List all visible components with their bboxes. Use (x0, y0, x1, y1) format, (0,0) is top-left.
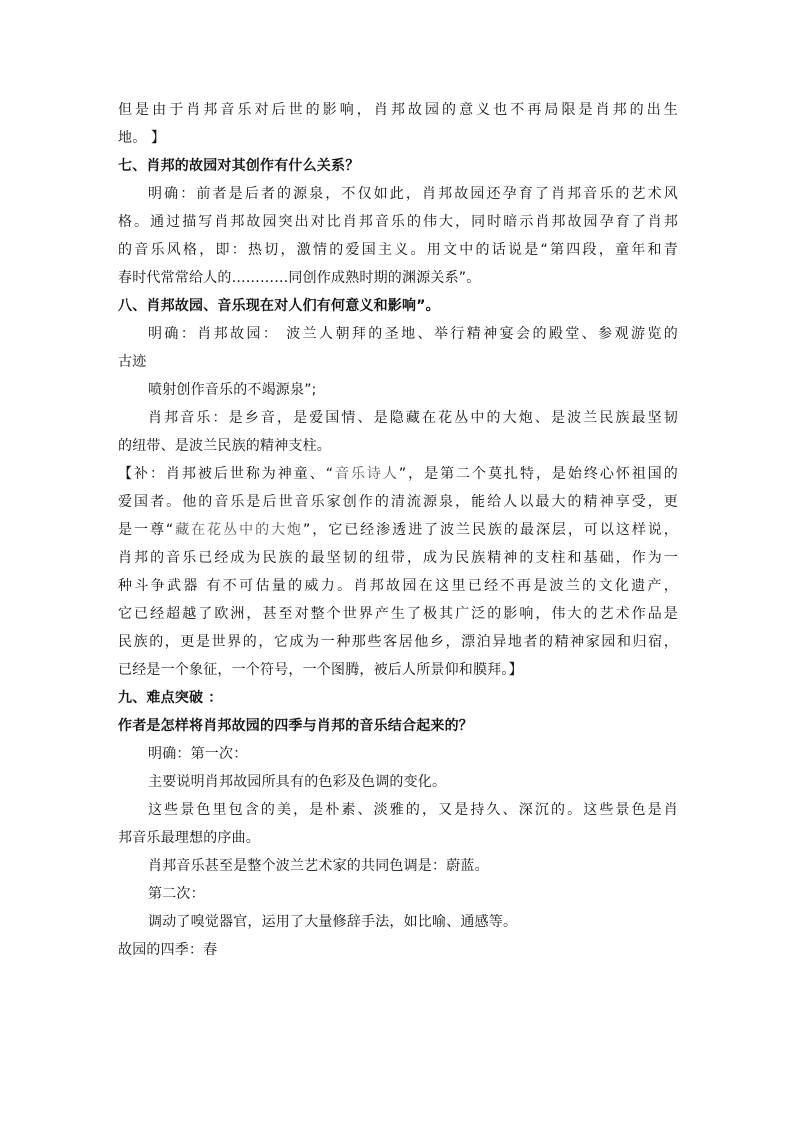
paragraph-line: 故园的四季：春 (118, 942, 218, 958)
paragraph-line: 地。 】 (118, 130, 166, 146)
section-heading-7: 七、肖邦的故园对其创作有什么关系？ (118, 158, 360, 174)
paragraph-line: 调动了嗅觉器官，运用了大量修辞手法，如比喻、通感等。 (148, 914, 518, 930)
question-heading: 作者是怎样将肖邦故园的四季与肖邦的音乐结合起来的？ (118, 718, 473, 734)
paragraph-line: 古迹 (118, 354, 147, 370)
paragraph-line: 肖邦音乐：是乡音，是爱国情、是隐藏在花丛中的大炮、是波兰民族最坚韧 (148, 410, 678, 426)
paragraph-line: 的纽带、是波兰民族的精神支柱。 (118, 438, 331, 454)
paragraph-line: 明确：第一次： (148, 746, 248, 762)
paragraph-line: 喷射创作音乐的不竭源泉”; (148, 382, 317, 398)
supplement-line: 民族的，更是世界的，它成为一种那些客居他乡，漂泊异地者的精神家园和归宿， (118, 634, 678, 650)
paragraph-line: 格。通过描写肖邦故园突出对比肖邦音乐的伟大，同时暗示肖邦故园孕育了肖邦 (118, 214, 678, 230)
paragraph-line: 明确：肖邦故园： 波兰人朝拜的圣地、举行精神宴会的殿堂、参观游览的 (148, 326, 678, 342)
supplement-text: ”，是第二个莫扎特，是始终心怀祖国的 (398, 466, 678, 482)
section-heading-8: 八、肖邦故园、音乐现在对人们有何意义和影响”。 (118, 298, 440, 314)
paragraph-line: 但是由于肖邦音乐对后世的影响，肖邦故园的意义也不再局限是肖邦的出生 (118, 102, 678, 118)
supplement-quote: 音乐诗人 (333, 466, 399, 482)
paragraph-line: 肖邦音乐甚至是整个波兰艺术家的共同色调是：蔚蓝。 (148, 858, 489, 874)
paragraph-line: 第二次： (148, 886, 205, 902)
document-page (118, 96, 678, 964)
supplement-text: 是一尊“ (118, 522, 174, 538)
supplement-text: 【补：肖邦被后世称为神童、“ (118, 466, 334, 482)
paragraph-line: 这些景色里包含的美，是朴素、淡雅的，又是持久、深沉的。这些景色是肖 (148, 802, 678, 818)
supplement-line (118, 460, 678, 488)
supplement-line: 种斗争武器 有不可估量的威力。肖邦故园在这里已经不再是波兰的文化遗产， (118, 578, 678, 594)
supplement-quote: 藏在花丛中的大炮 (173, 522, 304, 538)
supplement-line: 肖邦的音乐已经成为民族的最坚韧的纽带，成为民族精神的支柱和基础，作为一 (118, 550, 678, 566)
supplement-line: 它已经超越了欧洲，甚至对整个世界产生了极其广泛的影响，伟大的艺术作品是 (118, 606, 678, 622)
supplement-line (118, 516, 678, 544)
supplement-text: ”，它已经渗透进了波兰民族的最深层，可以这样说， (303, 522, 678, 538)
paragraph-line: 主要说明肖邦故园所具有的色彩及色调的变化。 (148, 774, 447, 790)
paragraph-line: 的音乐风格，即：热切，激情的爱国主义。用文中的话说是“第四段，童年和青 (118, 242, 678, 258)
supplement-line: 爱国者。他的音乐是后世音乐家创作的清流源泉，能给人以最大的精神享受，更 (118, 494, 678, 510)
paragraph-line: 明确：前者是后者的源泉，不仅如此，肖邦故园还孕育了肖邦音乐的艺术风 (148, 186, 678, 202)
paragraph-line: 春时代常常给人的…………同创作成熟时期的渊源关系”。 (118, 270, 481, 286)
paragraph-line: 邦音乐最理想的序曲。 (118, 830, 260, 846)
section-heading-9: 九、难点突破 ： (118, 690, 223, 706)
supplement-line: 已经是一个象征，一个符号，一个图腾，被后人所景仰和膜拜。】 (118, 662, 523, 678)
